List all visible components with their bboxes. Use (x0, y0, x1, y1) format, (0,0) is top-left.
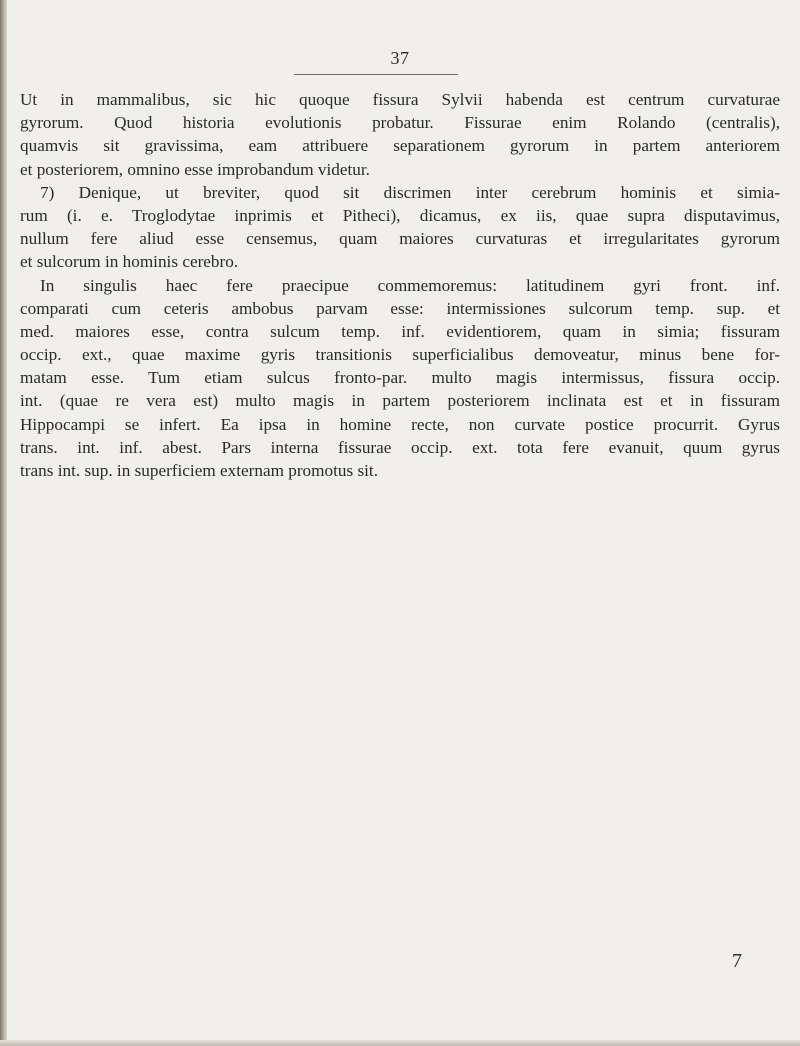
body-text (20, 88, 780, 482)
text-line: nullum fere aliud esse censemus, quam maiores curvaturas et irregularitates gyrorum (20, 229, 780, 249)
text-line: trans. int. inf. abest. Pars interna fissurae occip. ext. tota fere evanuit, quum gyrus (20, 437, 780, 457)
text-line: quamvis sit gravissima, eam attribuere separationem gyrorum in partem anteriorem (20, 136, 780, 156)
paragraph-1 (20, 88, 780, 181)
text-line: Hippocampi se infert. Ea ipsa in homine recte, non curvate postice procurrit. Gyrus (20, 414, 780, 434)
text-line: comparati cum ceteris ambobus parvam esse: intermissiones sulcorum temp. sup. et (20, 298, 780, 318)
paragraph-3 (20, 274, 780, 483)
text-line: med. maiores esse, contra sulcum temp. inf. evidentiorem, quam in simia; fissuram (20, 321, 780, 341)
bottom-edge (0, 1040, 800, 1046)
text-line: In singulis haec fere praecipue commemoremus: latitudinem gyri front. inf. (40, 275, 780, 295)
text-line: et posteriorem, omnino esse improbandum videtur. (20, 159, 370, 179)
text-line: Ut in mammalibus, sic hic quoque fissura Sylvii habenda est centrum curvaturae (20, 90, 780, 109)
header-rule (294, 74, 458, 75)
page-number: 37 (390, 48, 410, 68)
text-line: int. (quae re vera est) multo magis in partem posteriorem inclinata est et in fissuram (20, 391, 780, 411)
text-line: et sulcorum in hominis cerebro. (20, 252, 239, 272)
text-line: matam esse. Tum etiam sulcus fronto-par. multo magis intermissus, fissura occip. (20, 368, 780, 388)
text-line: trans int. sup. in superficiem externam promotus sit. (20, 461, 379, 480)
paragraph-2 (20, 181, 780, 274)
text-line: gyrorum. Quod historia evolutionis probatur. Fissurae enim Rolando (centralis), (20, 113, 780, 133)
text-line: rum (i. e. Troglodytae inprimis et Pitheci), dicamus, ex iis, quae supra disputavimus, (20, 205, 780, 225)
text-line: occip. ext., quae maxime gyris transitionis superficialibus demoveatur, minus bene for- (20, 345, 780, 365)
binding-edge (0, 0, 7, 1046)
text-line: 7) Denique, ut breviter, quod sit discrimen inter cerebrum hominis et simia- (40, 182, 780, 202)
signature-mark: 7 (732, 950, 742, 972)
